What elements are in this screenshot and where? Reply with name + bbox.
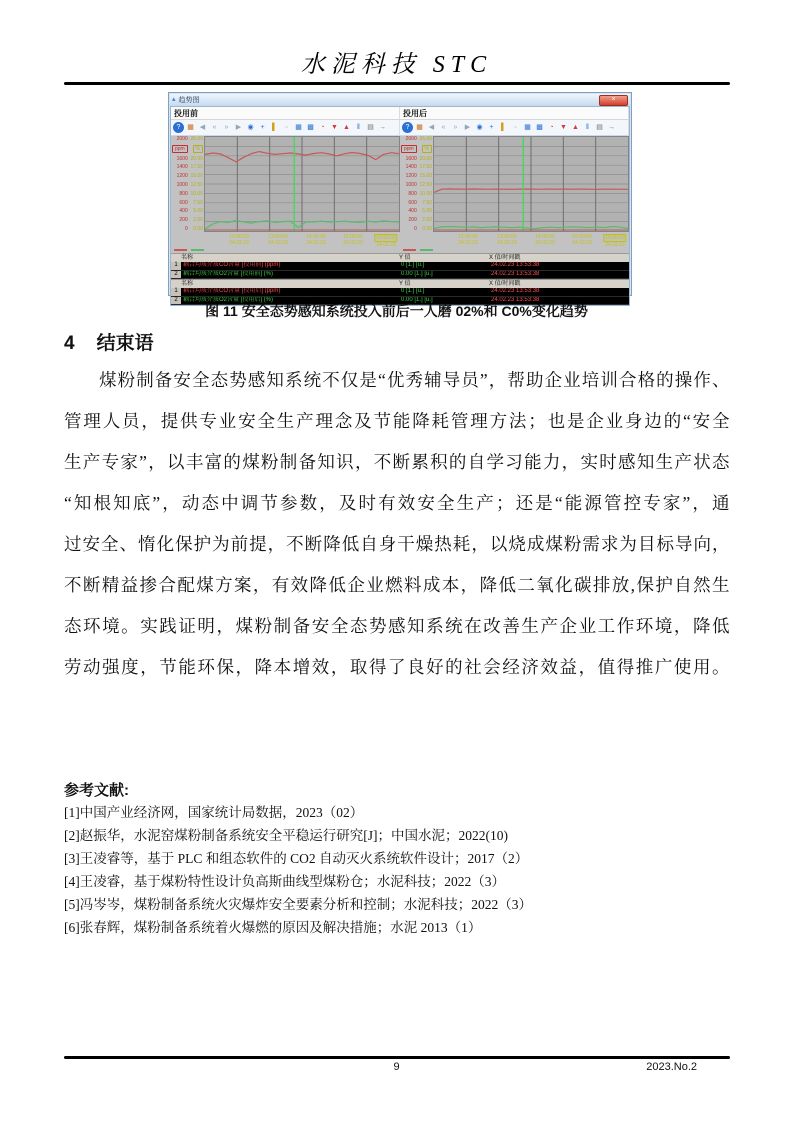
y-tick-label: 800 xyxy=(179,190,188,197)
x-tick-date: 24.02.23 xyxy=(306,240,326,246)
y-tick-label: 1200 xyxy=(405,173,417,180)
toolbar-before xyxy=(171,120,400,135)
go-last-icon[interactable]: ▶ xyxy=(235,124,242,131)
legend-strip xyxy=(400,247,629,253)
x-tick-label xyxy=(603,234,626,248)
y-tick-label: 200 xyxy=(179,217,188,224)
trend-chart-after[interactable] xyxy=(400,136,629,253)
panel-labels-row xyxy=(171,107,629,120)
y-tick-label: 800 xyxy=(408,190,417,197)
y-tick-label: 15.00 xyxy=(190,173,203,180)
legend-dash xyxy=(420,249,433,251)
calendar-icon[interactable]: ▦ xyxy=(416,124,423,131)
x-tick-label xyxy=(374,234,397,248)
table-header-row xyxy=(171,279,629,288)
trend-plot-svg xyxy=(205,137,399,231)
shift-down-icon[interactable]: ▼ xyxy=(331,124,338,131)
grid-icon[interactable]: ▦ xyxy=(524,124,531,131)
y-tick-label: 5.00 xyxy=(193,208,203,215)
go-last-icon[interactable]: ▶ xyxy=(464,124,471,131)
app-icon: ▴ xyxy=(172,96,176,103)
export-icon[interactable]: → xyxy=(608,124,615,131)
col-x-header: X 值/时间戳 xyxy=(489,281,521,287)
y-tick-label: 15.00 xyxy=(419,173,432,180)
y-tick-label: 600 xyxy=(179,199,188,206)
x-tick-time: 14:00:00 xyxy=(535,234,555,240)
x-tick-date: 24.02.23 xyxy=(535,240,555,246)
zoom-icon[interactable]: ◉ xyxy=(476,124,483,131)
reference-item: [4]王凌睿，基于煤粉特性设计负高斯曲线型煤粉仓；水泥科技；2022（3） xyxy=(64,874,505,889)
x-tick-time: 14:00:00 xyxy=(306,234,326,240)
body-line: “知根知底”，动态中调节参数，及时有效安全生产；还是“能源管控专家”，通 xyxy=(64,493,730,513)
y-tick-label: 1000 xyxy=(176,181,188,188)
go-first-icon[interactable]: ◀ xyxy=(428,124,435,131)
y-tick-label: 25.00 xyxy=(190,136,203,142)
legend-dash xyxy=(403,249,416,251)
rewind-icon[interactable]: « xyxy=(441,124,446,131)
x-tick-label xyxy=(458,234,477,246)
help-icon[interactable]: ? xyxy=(173,122,184,133)
signal-name: 耦合均质介质CO含量 [投用后] (ppm) xyxy=(183,288,281,294)
x-tick-time: 13:00:00 xyxy=(497,234,517,240)
y-tick-label: 0.00 xyxy=(422,225,432,232)
col-name-header: 名称 xyxy=(181,255,194,261)
issue-label: 2023.No.2 xyxy=(646,1061,697,1073)
row-number: 2 xyxy=(171,271,181,279)
calendar-icon[interactable]: ▦ xyxy=(187,124,194,131)
y-tick-label: 2000 xyxy=(405,136,417,142)
x-tick-time: 13:00:00 xyxy=(268,234,288,240)
legend-dash xyxy=(191,249,204,251)
pan-icon[interactable]: + xyxy=(260,124,265,131)
x-tick-label xyxy=(306,234,325,246)
x-tick-time: 15:00:00 xyxy=(343,234,363,240)
col-y-header: Y 值 xyxy=(399,255,411,261)
x-tick-label xyxy=(229,234,248,246)
clock-icon[interactable]: ◔ xyxy=(549,124,554,131)
table-header-row xyxy=(171,253,629,262)
col-x-header: X 值/时间戳 xyxy=(489,255,521,261)
section-number: 4 xyxy=(64,333,75,354)
x-tick-label xyxy=(343,234,362,246)
y-tick-label: 12.50 xyxy=(419,181,432,188)
x-tick-date: 24.02.23 xyxy=(343,240,363,246)
pause-icon[interactable]: ‖ xyxy=(586,124,589,131)
body-line: 煤粉制备安全态势感知系统不仅是“优秀辅导员”，帮助企业培训合格的操作、 xyxy=(99,370,730,390)
window-title-bar[interactable] xyxy=(170,94,630,106)
x-axis-labels xyxy=(204,232,400,247)
x-tick-time: 16:00:00 xyxy=(605,235,625,241)
footer-rule xyxy=(64,1056,730,1059)
signal-y-value: 0 [1.] [u.] xyxy=(401,288,425,294)
trend-chart-before[interactable] xyxy=(171,136,400,253)
body-line: 劳动强度，节能环保，降本增效，取得了良好的社会经济效益，值得推广使用。 xyxy=(64,657,730,677)
x-tick-date: 24.02.23 xyxy=(229,240,249,246)
y-tick-label: 600 xyxy=(408,199,417,206)
clock-icon[interactable]: ◔ xyxy=(320,124,325,131)
reference-item: [3]王凌睿等，基于 PLC 和组态软件的 CO2 自动灭火系统软件设计；2017（2） xyxy=(64,851,529,866)
panel-label-before: 投用前 xyxy=(171,107,400,119)
y-tick-label: 400 xyxy=(408,208,417,215)
reference-item: [2]赵振华，水泥窑煤粉制备系统安全平稳运行研究[J]；中国水泥；2022(10) xyxy=(64,828,508,843)
table-row[interactable] xyxy=(171,271,629,280)
x-tick-label xyxy=(535,234,554,246)
x-tick-date: 24.02.23 xyxy=(376,242,396,248)
axes-disabled-icon[interactable]: ▫ xyxy=(514,124,517,131)
legend-strip xyxy=(171,247,400,253)
grid-alt-icon[interactable]: ▩ xyxy=(536,124,543,131)
y-tick-label: 0 xyxy=(413,225,417,232)
y-tick-label: 2000 xyxy=(176,136,188,142)
y-tick-label: 400 xyxy=(179,208,188,215)
body-line: 不断精益掺合配煤方案，有效降低企业燃料成本，降低二氧化碳排放,保护自然生 xyxy=(64,575,730,595)
body-line: 态环境。实践证明，煤粉制备安全态势感知系统在改善生产企业工作环境，降低 xyxy=(64,616,730,636)
journal-header-title: 水泥科技 STC xyxy=(300,52,493,78)
col-spacer xyxy=(171,254,181,262)
rewind-icon[interactable]: « xyxy=(212,124,217,131)
y-tick-label: 1400 xyxy=(405,164,417,171)
y-tick-label: 12.50 xyxy=(190,181,203,188)
y-tick-label: 0 xyxy=(184,225,188,232)
panel-label-after: 投用后 xyxy=(400,107,629,119)
y-tick-label: 7.50 xyxy=(422,199,432,206)
toolbars-row xyxy=(171,120,629,136)
reference-item: [6]张春辉，煤粉制备系统着火爆燃的原因及解决措施；水泥 2013（1） xyxy=(64,920,482,935)
y-tick-label: 2.50 xyxy=(422,217,432,224)
y-tick-label: 10.00 xyxy=(419,190,432,197)
section-heading xyxy=(64,328,154,355)
y-tick-label: 20.00 xyxy=(190,155,203,162)
plot-area[interactable] xyxy=(204,136,400,232)
table-row[interactable] xyxy=(171,288,629,297)
signal-name: 耦合均质介质CO含量 [投用前] (ppm) xyxy=(183,262,281,268)
row-number: 1 xyxy=(171,262,181,270)
charts-row xyxy=(171,136,629,253)
section-title: 结束语 xyxy=(96,333,154,354)
y-axis xyxy=(171,136,204,232)
references-heading: 参考文献: xyxy=(64,782,129,799)
y-tick-label: 0.00 xyxy=(193,225,203,232)
x-tick-label xyxy=(268,234,287,246)
print-icon[interactable]: ▤ xyxy=(367,124,374,131)
export-icon[interactable]: → xyxy=(379,124,386,131)
y-tick-label: 20.00 xyxy=(419,155,432,162)
window-body xyxy=(170,106,630,306)
x-axis-labels xyxy=(433,232,629,247)
x-tick-date: 24.02.23 xyxy=(572,240,592,246)
header-rule xyxy=(64,82,730,85)
x-tick-date: 24.02.23 xyxy=(458,240,478,246)
x-tick-date: 24.02.23 xyxy=(605,242,625,248)
col-name-header: 名称 xyxy=(181,281,194,287)
y-tick-label: 17.50 xyxy=(419,164,432,171)
page-number: 9 xyxy=(393,1061,400,1073)
body-line: 生产专家”，以丰富的煤粉制备知识，不断累积的自学习能力，实时感知生产状态 xyxy=(64,452,730,472)
scale-bars-icon[interactable]: ▌ xyxy=(501,124,506,131)
scale-bars-icon[interactable]: ▌ xyxy=(272,124,277,131)
references-list xyxy=(64,801,730,939)
shift-down-icon[interactable]: ▼ xyxy=(560,124,567,131)
signal-y-value: 0 [1.] [u.] xyxy=(401,262,425,268)
forward-icon[interactable]: » xyxy=(224,124,229,131)
close-button[interactable]: × xyxy=(599,95,628,106)
y-tick-label: 25.00 xyxy=(419,136,432,142)
col-y-header: Y 值 xyxy=(399,281,411,287)
x-tick-time: 12:00:00 xyxy=(458,234,478,240)
y-tick-label: 10.00 xyxy=(190,190,203,197)
y-tick-label: 200 xyxy=(408,217,417,224)
trend-chart-window xyxy=(168,92,632,303)
col-spacer xyxy=(171,280,181,288)
reference-item: [1]中国产业经济网，国家统计局数据，2023（02） xyxy=(64,805,364,820)
x-tick-time: 12:00:00 xyxy=(229,234,249,240)
zoom-icon[interactable]: ◉ xyxy=(247,124,254,131)
trend-plot-svg xyxy=(434,137,628,231)
table-row[interactable] xyxy=(171,262,629,271)
x-tick-date: 24.02.23 xyxy=(497,240,517,246)
toolbar-after xyxy=(400,120,629,135)
help-icon[interactable]: ? xyxy=(402,122,413,133)
y-tick-label: 1600 xyxy=(176,155,188,162)
y-tick-label: 2.50 xyxy=(193,217,203,224)
signal-name: 耦合均质介质O2含量 [投用前] (%) xyxy=(183,270,274,277)
body-line: 过安全、惰化保护为前提，不断降低自身干燥热耗，以烧成煤粉需求为目标导向， xyxy=(64,534,730,554)
body-paragraph xyxy=(64,360,730,688)
x-tick-date: 24.02.23 xyxy=(268,240,288,246)
grid-icon[interactable]: ▦ xyxy=(295,124,302,131)
grid-alt-icon[interactable]: ▩ xyxy=(307,124,314,131)
y-tick-label: % xyxy=(422,145,432,153)
y-tick-label: 5.00 xyxy=(422,208,432,215)
pan-icon[interactable]: + xyxy=(489,124,494,131)
shift-up-icon[interactable]: ▲ xyxy=(572,124,579,131)
x-tick-time: 15:00:00 xyxy=(572,234,592,240)
legend-dash xyxy=(174,249,187,251)
x-tick-label xyxy=(497,234,516,246)
signal-timestamp: 24.02.23 13:53:38 xyxy=(491,296,540,303)
signal-y-value: 0.00 [1.] [u.] xyxy=(401,270,433,277)
y-axis xyxy=(400,136,433,232)
y-tick-label: 17.50 xyxy=(190,164,203,171)
figure-caption: 图 11 安全态势感知系统投入前后一人磨 02%和 C0%变化趋势 xyxy=(205,303,588,319)
signal-timestamp: 24.02.23 13:53:38 xyxy=(491,262,540,268)
y-tick-label: 1000 xyxy=(405,181,417,188)
x-tick-label xyxy=(572,234,591,246)
go-first-icon[interactable]: ◀ xyxy=(199,124,206,131)
reference-item: [5]冯岑岑，煤粉制备系统火灾爆炸安全要素分析和控制；水泥科技；2022（3） xyxy=(64,897,532,912)
y-tick-label: 1400 xyxy=(176,164,188,171)
axes-disabled-icon[interactable]: ▫ xyxy=(285,124,288,131)
forward-icon[interactable]: » xyxy=(453,124,458,131)
signal-name: 耦合均质介质O2含量 [投用后] (%) xyxy=(183,296,274,303)
y-tick-label: ppm xyxy=(401,145,417,153)
y-tick-label: 7.50 xyxy=(193,199,203,206)
y-tick-label: 1600 xyxy=(405,155,417,162)
print-icon[interactable]: ▤ xyxy=(596,124,603,131)
y-tick-label: % xyxy=(193,145,203,153)
body-line: 管理人员，提供专业安全生产理念及节能降耗管理方法；也是企业身边的“安全 xyxy=(64,411,730,431)
y-tick-label: ppm xyxy=(172,145,188,153)
signal-timestamp: 24.02.23 13:53:38 xyxy=(491,288,540,294)
shift-up-icon[interactable]: ▲ xyxy=(343,124,350,131)
plot-area[interactable] xyxy=(433,136,629,232)
window-title: 趋势图 xyxy=(178,97,200,104)
y-tick-label: 1200 xyxy=(176,173,188,180)
row-number: 1 xyxy=(171,288,181,296)
signal-y-value: 0.00 [1.] [u.] xyxy=(401,296,433,303)
row-number: 2 xyxy=(171,297,181,305)
signal-timestamp: 24.02.23 13:53:38 xyxy=(491,270,540,277)
x-tick-time: 16:00:00 xyxy=(376,235,396,241)
signal-table-before xyxy=(171,253,629,279)
pause-icon[interactable]: ‖ xyxy=(357,124,360,131)
